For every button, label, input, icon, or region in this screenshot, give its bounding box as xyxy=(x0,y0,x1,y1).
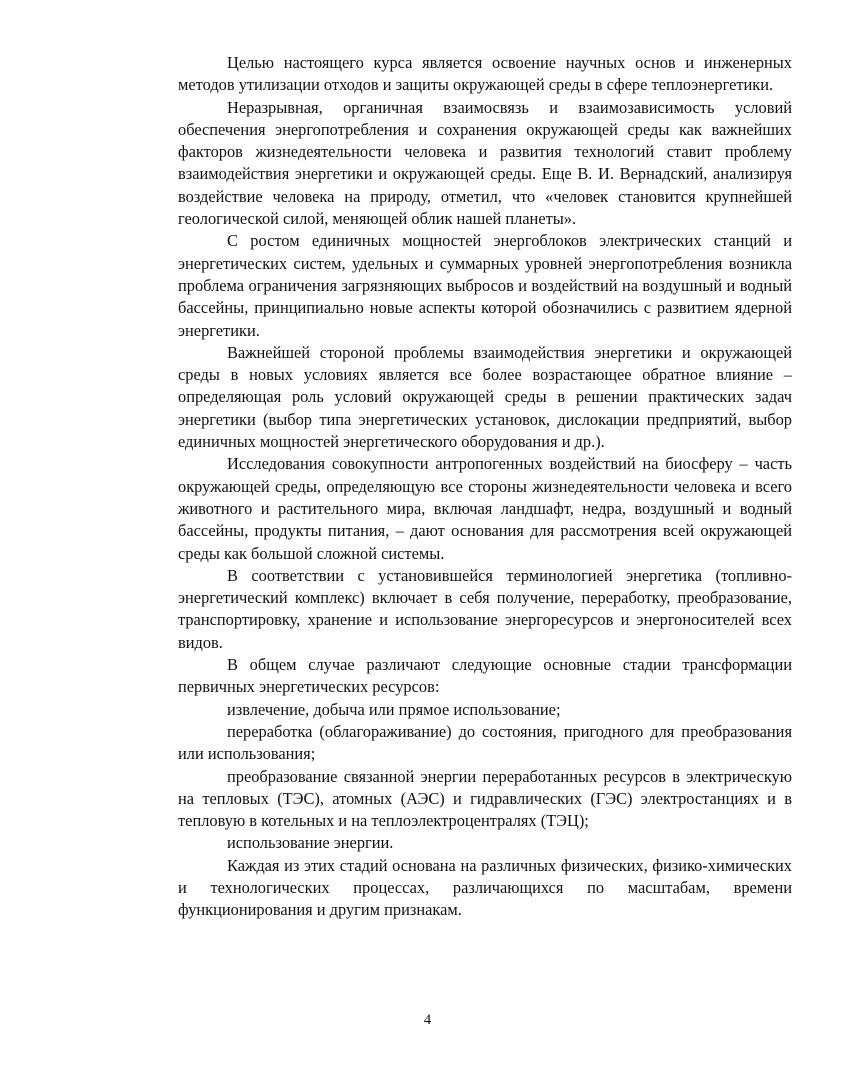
paragraph-terminology: В соответствии с установившейся терминологией энергетика (топливно-энергетический комплекс) включает в себя получение, переработку, преобразование, транспортировку, хранение и использование энергоресурсов и энергоносителей всех видов. xyxy=(178,565,792,652)
list-item-extraction: извлечение, добыча или прямое использование; xyxy=(227,699,561,719)
paragraph-stages-processes: Каждая из этих стадий основана на различных физических, физико-химических и технологических процессах, различающихся по масштабам, времени функционирования и другим признакам. xyxy=(178,855,792,920)
page-body xyxy=(178,52,792,922)
list-item-processing: переработка (облагораживание) до состояния, пригодного для преобразования или использования; xyxy=(178,721,792,764)
list-item-conversion: преобразование связанной энергии переработанных ресурсов в электрическую на тепловых (ТЭС), атомных (АЭС) и гидравлических (ГЭС) электростанциях и в тепловую в котельных и на теплоэлектроцентралях (ТЭЦ); xyxy=(178,766,792,831)
paragraph-power-growth: С ростом единичных мощностей энергоблоков электрических станций и энергетических систем, удельных и суммарных уровней энергопотребления возникла проблема ограничения загрязняющих выбросов и воздействий на воздушный и водный бассейны, принципиально новые аспекты которой обозначились с развитием ядерной энергетики. xyxy=(178,231,792,340)
paragraph-reverse-influence: Важнейшей стороной проблемы взаимодействия энергетики и окружающей среды в новых условиях является все более возрастающее обратное влияние – определяющая роль условий окружающей среды в решении практических задач энергетики (выбор типа энергетических установок, дислокации предприятий, выбор единичных мощностей энергетического оборудования и др.). xyxy=(178,342,792,452)
paragraph-stages-intro: В общем случае различают следующие основные стадии трансформации первичных энергетических ресурсов: xyxy=(178,655,792,697)
page-number: 4 xyxy=(423,1012,432,1028)
paragraph-course-goal: Целью настоящего курса является освоение научных основ и инженерных методов утилизации отходов и защиты окружающей среды в сфере теплоэнергетики. xyxy=(178,53,792,95)
list-item-energy-use: использование энергии. xyxy=(227,833,394,853)
paragraph-interrelation: Неразрывная, органичная взаимосвязь и взаимозависимость условий обеспечения энергопотребления и сохранения окружающей среды как важнейших факторов жизнедеятельности человека и развития технологий ставит проблему взаимодействия энергетики и окружающей среды. Еще В. И. Вернадский, анализируя воздействие человека на природу, отметил, что «человек становится крупнейшей геологической силой, меняющей облик нашей планеты». xyxy=(178,97,792,229)
paragraph-anthropogenic-research: Исследования совокупности антропогенных воздействий на биосферу – часть окружающей среды, определяющую все стороны жизнедеятельности человека и всего животного и растительного мира, включая ландшафт, недра, воздушный и водный бассейны, продукты питания, – дают основания для рассмотрения всей окружающей среды как большой сложной системы. xyxy=(178,454,792,563)
